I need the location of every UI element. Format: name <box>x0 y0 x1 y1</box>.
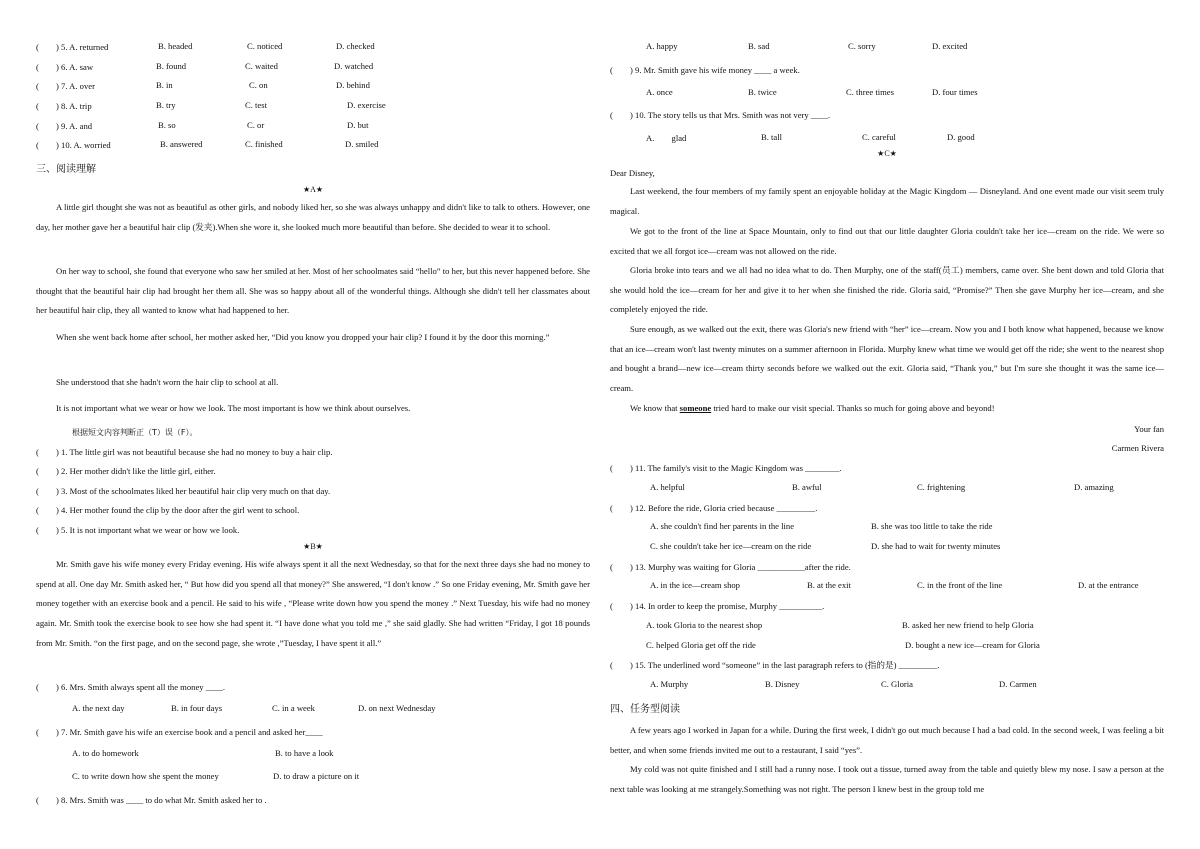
option-a: A. once <box>646 87 673 97</box>
paragraph: It is not important what we wear or how we look. The most important is how we think about ourselves. <box>56 403 411 413</box>
question: ( ) 14. In order to keep the promise, Murphy __________. <box>610 601 825 611</box>
option-a: A. took Gloria to the nearest shop <box>646 620 763 630</box>
option-c: C. she couldn't take her ice—cream on the ride <box>650 541 812 551</box>
option-d: D. watched <box>334 61 374 71</box>
question-text: ( ) 5. A. returned <box>36 42 109 52</box>
option-c: C. test <box>245 100 267 110</box>
option-b: B. in four days <box>171 703 223 713</box>
option-a: A. in the ice—cream shop <box>650 580 740 590</box>
question: ( ) 3. Most of the schoolmates liked her beautiful hair clip very much on that day. <box>36 486 331 496</box>
question: ( ) 15. The underlined word “someone” in the last paragraph refers to (指的是) _________. <box>610 660 940 670</box>
option-b: B. so <box>158 120 176 130</box>
paragraph: She understood that she hadn't worn the hair clip to school at all. <box>56 377 279 387</box>
option-a: A. she couldn't find her parents in the line <box>650 521 795 531</box>
option-c: C. to write down how she spent the money <box>72 771 219 781</box>
question: ( ) 2. Her mother didn't like the little girl, either. <box>36 466 216 476</box>
option-d: D. smiled <box>345 139 379 149</box>
question: ( ) 12. Before the ride, Gloria cried because _________. <box>610 503 818 513</box>
option-c: C. finished <box>245 139 283 149</box>
option-c: C. helped Gloria get off the ride <box>646 640 756 650</box>
question: ( ) 10. The story tells us that Mrs. Smith was not very ____. <box>610 110 831 120</box>
paragraph: Sure enough, as we walked out the exit, there was Gloria's new friend with “her” ice—cream. Now you and I both know what happened, because we know that an ice—cream won't last twenty minutes on a summer afternoon in Florida. Murphy knew what time we would get off the ride; she went to the nearest shop and bought a brand—new ice—cream thirty seconds before we walked out the exit. Gloria said, “Thank you,” but I'm sure she thought it was the same ice—cream. <box>610 324 1164 394</box>
question: ( ) 1. The little girl was not beautiful because she had no money to buy a hair clip. <box>36 447 333 457</box>
passage-title: ★A★ <box>302 185 324 194</box>
paragraph <box>610 399 1164 419</box>
option-d: D. bought a new ice—cream for Gloria <box>905 640 1040 650</box>
option-d: D. at the entrance <box>1078 580 1139 590</box>
option-b: B. try <box>156 100 176 110</box>
option-c: C. sorry <box>848 41 876 51</box>
option-c: C. noticed <box>247 41 283 51</box>
question: ( ) 6. Mrs. Smith always spent all the money ____. <box>36 682 226 692</box>
option-c: C. in a week <box>272 703 315 713</box>
option-b: B. she was too little to take the ride <box>871 521 993 531</box>
underlined-word: someone <box>679 403 712 413</box>
paragraph: Mr. Smith gave his wife money every Friday evening. His wife always spent it all the next Wednesday, so that for the next three days she had no money to spend at all. One day Mr. Smith asked her, “ But how did you spend all that money?” She answered, “I don't know .” So one Friday evening, Mr. Smith gave her money together with an exercise book and a pencil. He said to his wife , “Please write down how you spend the money .” Next Tuesday, his wife had no money again. Mr. Smith took the exercise book to see how she had spent it. “I have done what you told me ,” she said gladly. She had written “Friday, I got 18 pounds from Mr. Smith. “on the first page, and on the second page, she wrote ,”Tuesday, I have spent it all.” <box>36 559 590 648</box>
paragraph: Gloria broke into tears and we all had no idea what to do. Then Murphy, one of the staff(员工) members, came over. She bent down and told Gloria that she would hold the ice—cream for her and give it to her when she finished the ride. Gloria said, “Promise?” Then she gave Murphy her ice—cream, and she completely enjoyed the ride. <box>610 265 1164 315</box>
question: ( ) 13. Murphy was waiting for Gloria ___________after the ride. <box>610 562 851 572</box>
option-d: D. amazing <box>1074 482 1114 492</box>
option-d: D. excited <box>932 41 968 51</box>
question: ( ) 8. Mrs. Smith was ____ to do what Mr. Smith asked her to . <box>36 795 267 805</box>
option-b: B. sad <box>748 41 770 51</box>
option-d: D. she had to wait for twenty minutes <box>871 541 1001 551</box>
option-b: B. at the exit <box>807 580 851 590</box>
option-b: B. answered <box>160 139 203 149</box>
option-a: A. helpful <box>650 482 685 492</box>
option-d: D. four times <box>932 87 978 97</box>
option-a: A. the next day <box>72 703 125 713</box>
option-c: C. three times <box>846 87 894 97</box>
question: ( ) 5. It is not important what we wear or how we look. <box>36 525 240 535</box>
option-c: C. careful <box>862 132 896 142</box>
option-b: B. to have a look <box>275 748 334 758</box>
question: ( ) 4. Her mother found the clip by the door after the girl went to school. <box>36 505 300 515</box>
option-b: B. asked her new friend to help Gloria <box>902 620 1034 630</box>
letter-greeting: Dear Disney, <box>610 168 655 178</box>
option-c: C. on <box>249 80 268 90</box>
option-d: D. but <box>347 120 369 130</box>
signature-line: Your fan <box>1134 424 1164 434</box>
option-c: C. waited <box>245 61 278 71</box>
passage-title: ★C★ <box>877 149 897 158</box>
section-heading: 三、阅读理解 <box>36 164 96 175</box>
option-a: A. glad <box>646 133 687 143</box>
paragraph: Last weekend, the four members of my family spent an enjoyable holiday at the Magic Kingdom — Disneyland. And one event made our visit seem truly magical. <box>610 186 1164 216</box>
paragraph: A few years ago I worked in Japan for a while. During the first week, I didn't go out much because I had a bad cold. In the second week, I was feeling a bit better, and when some friends invited me out to a restaurant, I said “yes”. <box>610 725 1164 755</box>
question: ( ) 7. Mr. Smith gave his wife an exercise book and a pencil and asked her____ <box>36 727 323 737</box>
paragraph: We got to the front of the line at Space Mountain, only to find out that our little daughter Gloria couldn't take her ice—cream on the ride. We were so excited that we all forgot ice—cream was not allowed on the ride. <box>610 226 1164 256</box>
question-text: ( ) 10. A. worried <box>36 140 111 150</box>
question-text: ( ) 9. A. and <box>36 121 93 131</box>
option-d: D. to draw a picture on it <box>273 771 360 781</box>
text: We know that <box>630 403 680 413</box>
option-d: D. checked <box>336 41 375 51</box>
question-text: ( ) 7. A. over <box>36 81 95 91</box>
question-text: ( ) 6. A. saw <box>36 62 94 72</box>
option-d: D. good <box>947 132 975 142</box>
paragraph: When she went back home after school, her mother asked her, “Did you know you dropped your hair clip? I found it by the door this morning.” <box>56 332 550 342</box>
option-d: D. exercise <box>347 100 386 110</box>
option-c: C. frightening <box>917 482 966 492</box>
option-b: B. awful <box>792 482 822 492</box>
question: ( ) 11. The family's visit to the Magic Kingdom was ________. <box>610 463 842 473</box>
option-b: B. headed <box>158 41 193 51</box>
option-a: A. Murphy <box>650 679 689 689</box>
option-b: B. tall <box>761 132 783 142</box>
paragraph: My cold was not quite finished and I still had a runny nose. I took out a tissue, turned away from the table and quietly blew my nose. I saw a person at the next table was looking at me strangely.Something was not right. The person I knew best in the group told me <box>610 764 1164 794</box>
signature-name: Carmen Rivera <box>1111 443 1164 453</box>
option-a: A. happy <box>646 41 678 51</box>
option-d: D. on next Wednesday <box>358 703 436 713</box>
passage-title: ★B★ <box>303 542 323 551</box>
paragraph: On her way to school, she found that everyone who saw her smiled at her. Most of her schoolmates said “hello” to her, but this never happened before. She thought that the beautiful hair clip had brought her them all. She was so happy about all of the wonderful things. Although she didn't tell her classmates about her beautiful hair clip, they all wanted to know what had happened to her. <box>36 266 590 316</box>
option-a: A. to do homework <box>72 748 139 758</box>
option-c: C. Gloria <box>881 679 913 689</box>
option-b: B. in <box>156 80 173 90</box>
option-b: B. Disney <box>765 679 800 689</box>
question: ( ) 9. Mr. Smith gave his wife money ____ a week. <box>610 65 800 75</box>
paragraph: A little girl thought she was not as beautiful as other girls, and nobody liked her, so she was always unhappy and didn't like to talk to others. However, one day, her mother gave her a beautiful hair clip (发夹).When she wore it, she looked much more beautiful than before. She decided to wear it to school. <box>36 202 590 232</box>
option-c: C. or <box>247 120 265 130</box>
option-c: C. in the front of the line <box>917 580 1003 590</box>
question-text: ( ) 8. A. trip <box>36 101 92 111</box>
option-b: B. twice <box>748 87 777 97</box>
option-d: D. behind <box>336 80 370 90</box>
text: tried hard to make our visit special. Thanks so much for going above and beyond! <box>711 403 995 413</box>
instruction: 根据短文内容判断正（T）误（F）。 <box>72 428 198 437</box>
option-b: B. found <box>156 61 187 71</box>
option-d: D. Carmen <box>999 679 1037 689</box>
section-heading: 四、任务型阅读 <box>610 704 680 715</box>
